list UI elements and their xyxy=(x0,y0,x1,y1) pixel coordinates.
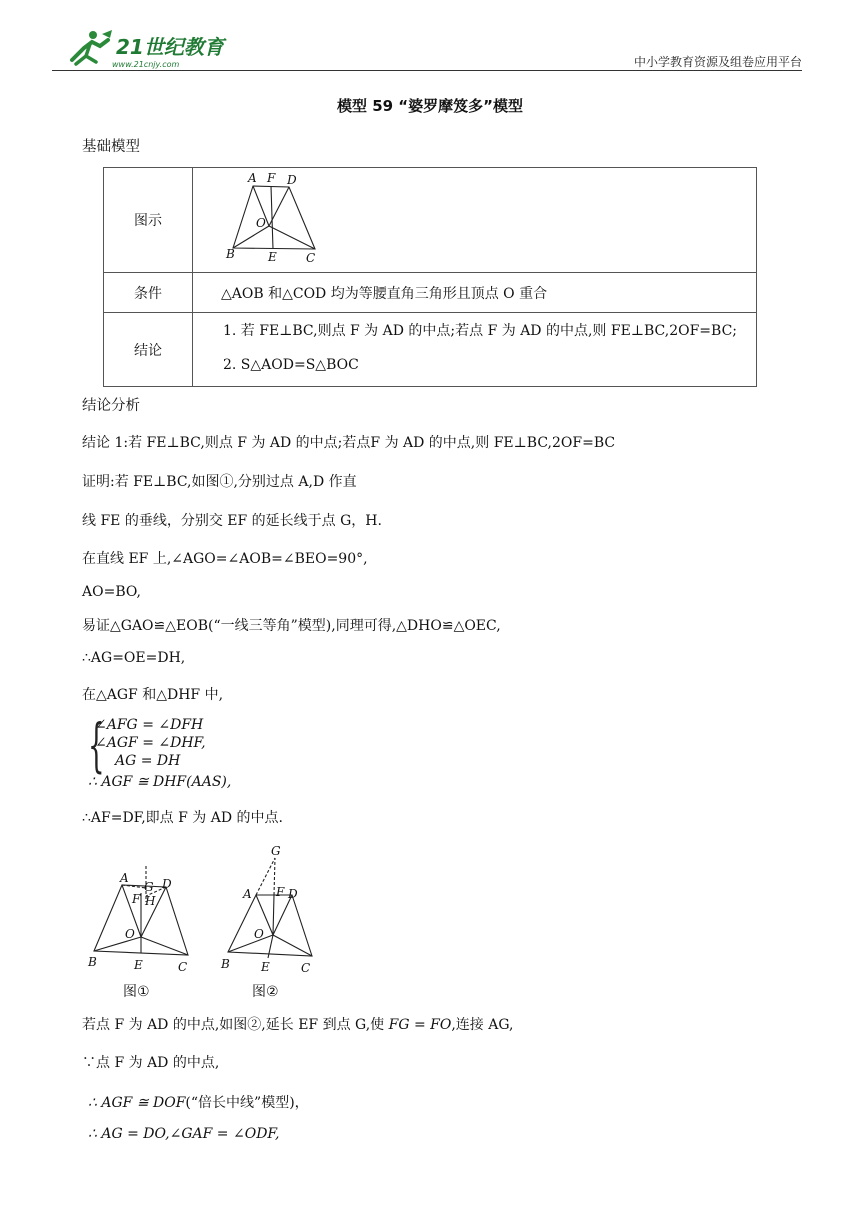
fig1-label-o: O xyxy=(125,927,135,941)
fig-label-c: C xyxy=(306,251,316,265)
fig1-label-f: F xyxy=(132,892,141,906)
brace-line-2: ∠AGF = ∠DHF, xyxy=(95,735,206,751)
cong2-math: ∴ AGF ≅ DOF xyxy=(88,1095,186,1111)
cong2-suffix: (“倍长中线”模型)， xyxy=(185,1095,309,1111)
table-cell-conclusion xyxy=(193,313,757,387)
fig2-suffix: ,连接 AG, xyxy=(451,1017,514,1033)
text-line-since: ∵点 F 为 AD 的中点, xyxy=(82,1055,220,1071)
figure-2 xyxy=(218,838,323,978)
table-row-figure xyxy=(104,168,757,273)
conclusion-item-2: 2. S△AOD=S△BOC xyxy=(223,356,359,373)
text-line-last: ∴ AG = DO,∠GAF = ∠ODF, xyxy=(88,1126,280,1142)
table-label-figure: 图示 xyxy=(104,168,193,273)
logo xyxy=(62,26,232,70)
fig1-label-a: A xyxy=(120,871,129,885)
fig1-label-d: D xyxy=(162,877,172,891)
fig1-label-h: H xyxy=(145,894,156,908)
fig2-label-g: G xyxy=(271,844,281,858)
fig2-prefix: 若点 F 为 AD 的中点,如图②,延长 EF 到点 G,使 xyxy=(82,1017,389,1033)
basic-model-figure xyxy=(221,170,341,270)
text-line-8: 在△AGF 和△DHF 中, xyxy=(82,687,224,703)
figure-2-caption: 图② xyxy=(252,984,279,1000)
brace-line-3: AG = DH xyxy=(115,753,181,769)
fig2-math: FG = FO xyxy=(388,1017,452,1033)
text-line-4: 在直线 EF 上,∠AGO=∠AOB=∠BEO=90°, xyxy=(82,551,368,567)
fig2-label-c: C xyxy=(301,961,311,975)
fig-label-o: O xyxy=(256,216,266,230)
text-line-3: 线 FE 的垂线，分别交 EF 的延长线于点 G，H. xyxy=(82,513,382,529)
table-cell-figure xyxy=(193,168,757,273)
text-line-1: 结论 1:若 FE⊥BC,则点 F 为 AD 的中点;若点F 为 AD 的中点,则 FE⊥BC,2OF=BC xyxy=(82,435,616,451)
model-table xyxy=(103,167,757,387)
fig-label-e: E xyxy=(268,250,277,264)
fig1-label-g: G xyxy=(144,880,154,894)
text-line-6: 易证△GAO≌△EOB(“一线三等角”模型),同理可得,△DHO≌△OEC, xyxy=(82,618,501,634)
logo-text: 21世纪教育 xyxy=(116,35,224,59)
table-label-conclusion: 结论 xyxy=(104,313,193,387)
fig2-label-f: F xyxy=(276,885,285,899)
figure-1 xyxy=(84,862,194,974)
fig-label-d: D xyxy=(287,173,297,187)
congruence-line: ∴ AGF ≅ DHF(AAS), xyxy=(88,774,232,790)
figure-1-caption: 图① xyxy=(123,984,150,1000)
logo-url: www.21cnjy.com xyxy=(112,60,180,69)
fig1-label-b: B xyxy=(88,955,97,969)
text-line-5: AO=BO, xyxy=(82,584,141,600)
fig-label-b: B xyxy=(226,247,235,261)
fig-label-a: A xyxy=(248,171,257,185)
section-basic-model: 基础模型 xyxy=(82,139,140,155)
table-row-conclusion xyxy=(104,313,757,387)
table-label-condition: 条件 xyxy=(104,273,193,313)
fig1-label-e: E xyxy=(134,958,143,972)
fig2-label-d: D xyxy=(288,887,298,901)
fig2-label-b: B xyxy=(221,957,230,971)
text-line-2: 证明:若 FE⊥BC,如图①,分别过点 A,D 作直 xyxy=(82,474,357,490)
fig2-label-e: E xyxy=(261,960,270,974)
fig2-label-o: O xyxy=(254,927,264,941)
section-analysis: 结论分析 xyxy=(82,398,140,414)
text-line-cong2 xyxy=(88,1092,309,1112)
table-row-condition xyxy=(104,273,757,313)
fig2-label-a: A xyxy=(243,887,252,901)
text-line-fig2 xyxy=(82,1014,514,1034)
left-brace: { xyxy=(88,711,105,779)
fig1-label-c: C xyxy=(178,960,188,974)
page-title: 模型 59 “婆罗摩笈多”模型 xyxy=(336,97,524,115)
table-cell-condition: △AOB 和△COD 均为等腰直角三角形且顶点 O 重合 xyxy=(193,273,757,313)
text-line-7: ∴AG=OE=DH, xyxy=(82,650,186,666)
fig-label-f: F xyxy=(267,171,276,185)
brace-line-1: ∠AFG = ∠DFH xyxy=(95,717,204,733)
header-divider xyxy=(52,70,802,71)
text-line-after: ∴AF=DF,即点 F 为 AD 的中点. xyxy=(82,810,283,826)
conclusion-item-1: 1. 若 FE⊥BC,则点 F 为 AD 的中点;若点 F 为 AD 的中点,则 FE⊥BC,2OF=BC; xyxy=(223,322,738,339)
platform-name: 中小学教育资源及组卷应用平台 xyxy=(633,55,802,69)
